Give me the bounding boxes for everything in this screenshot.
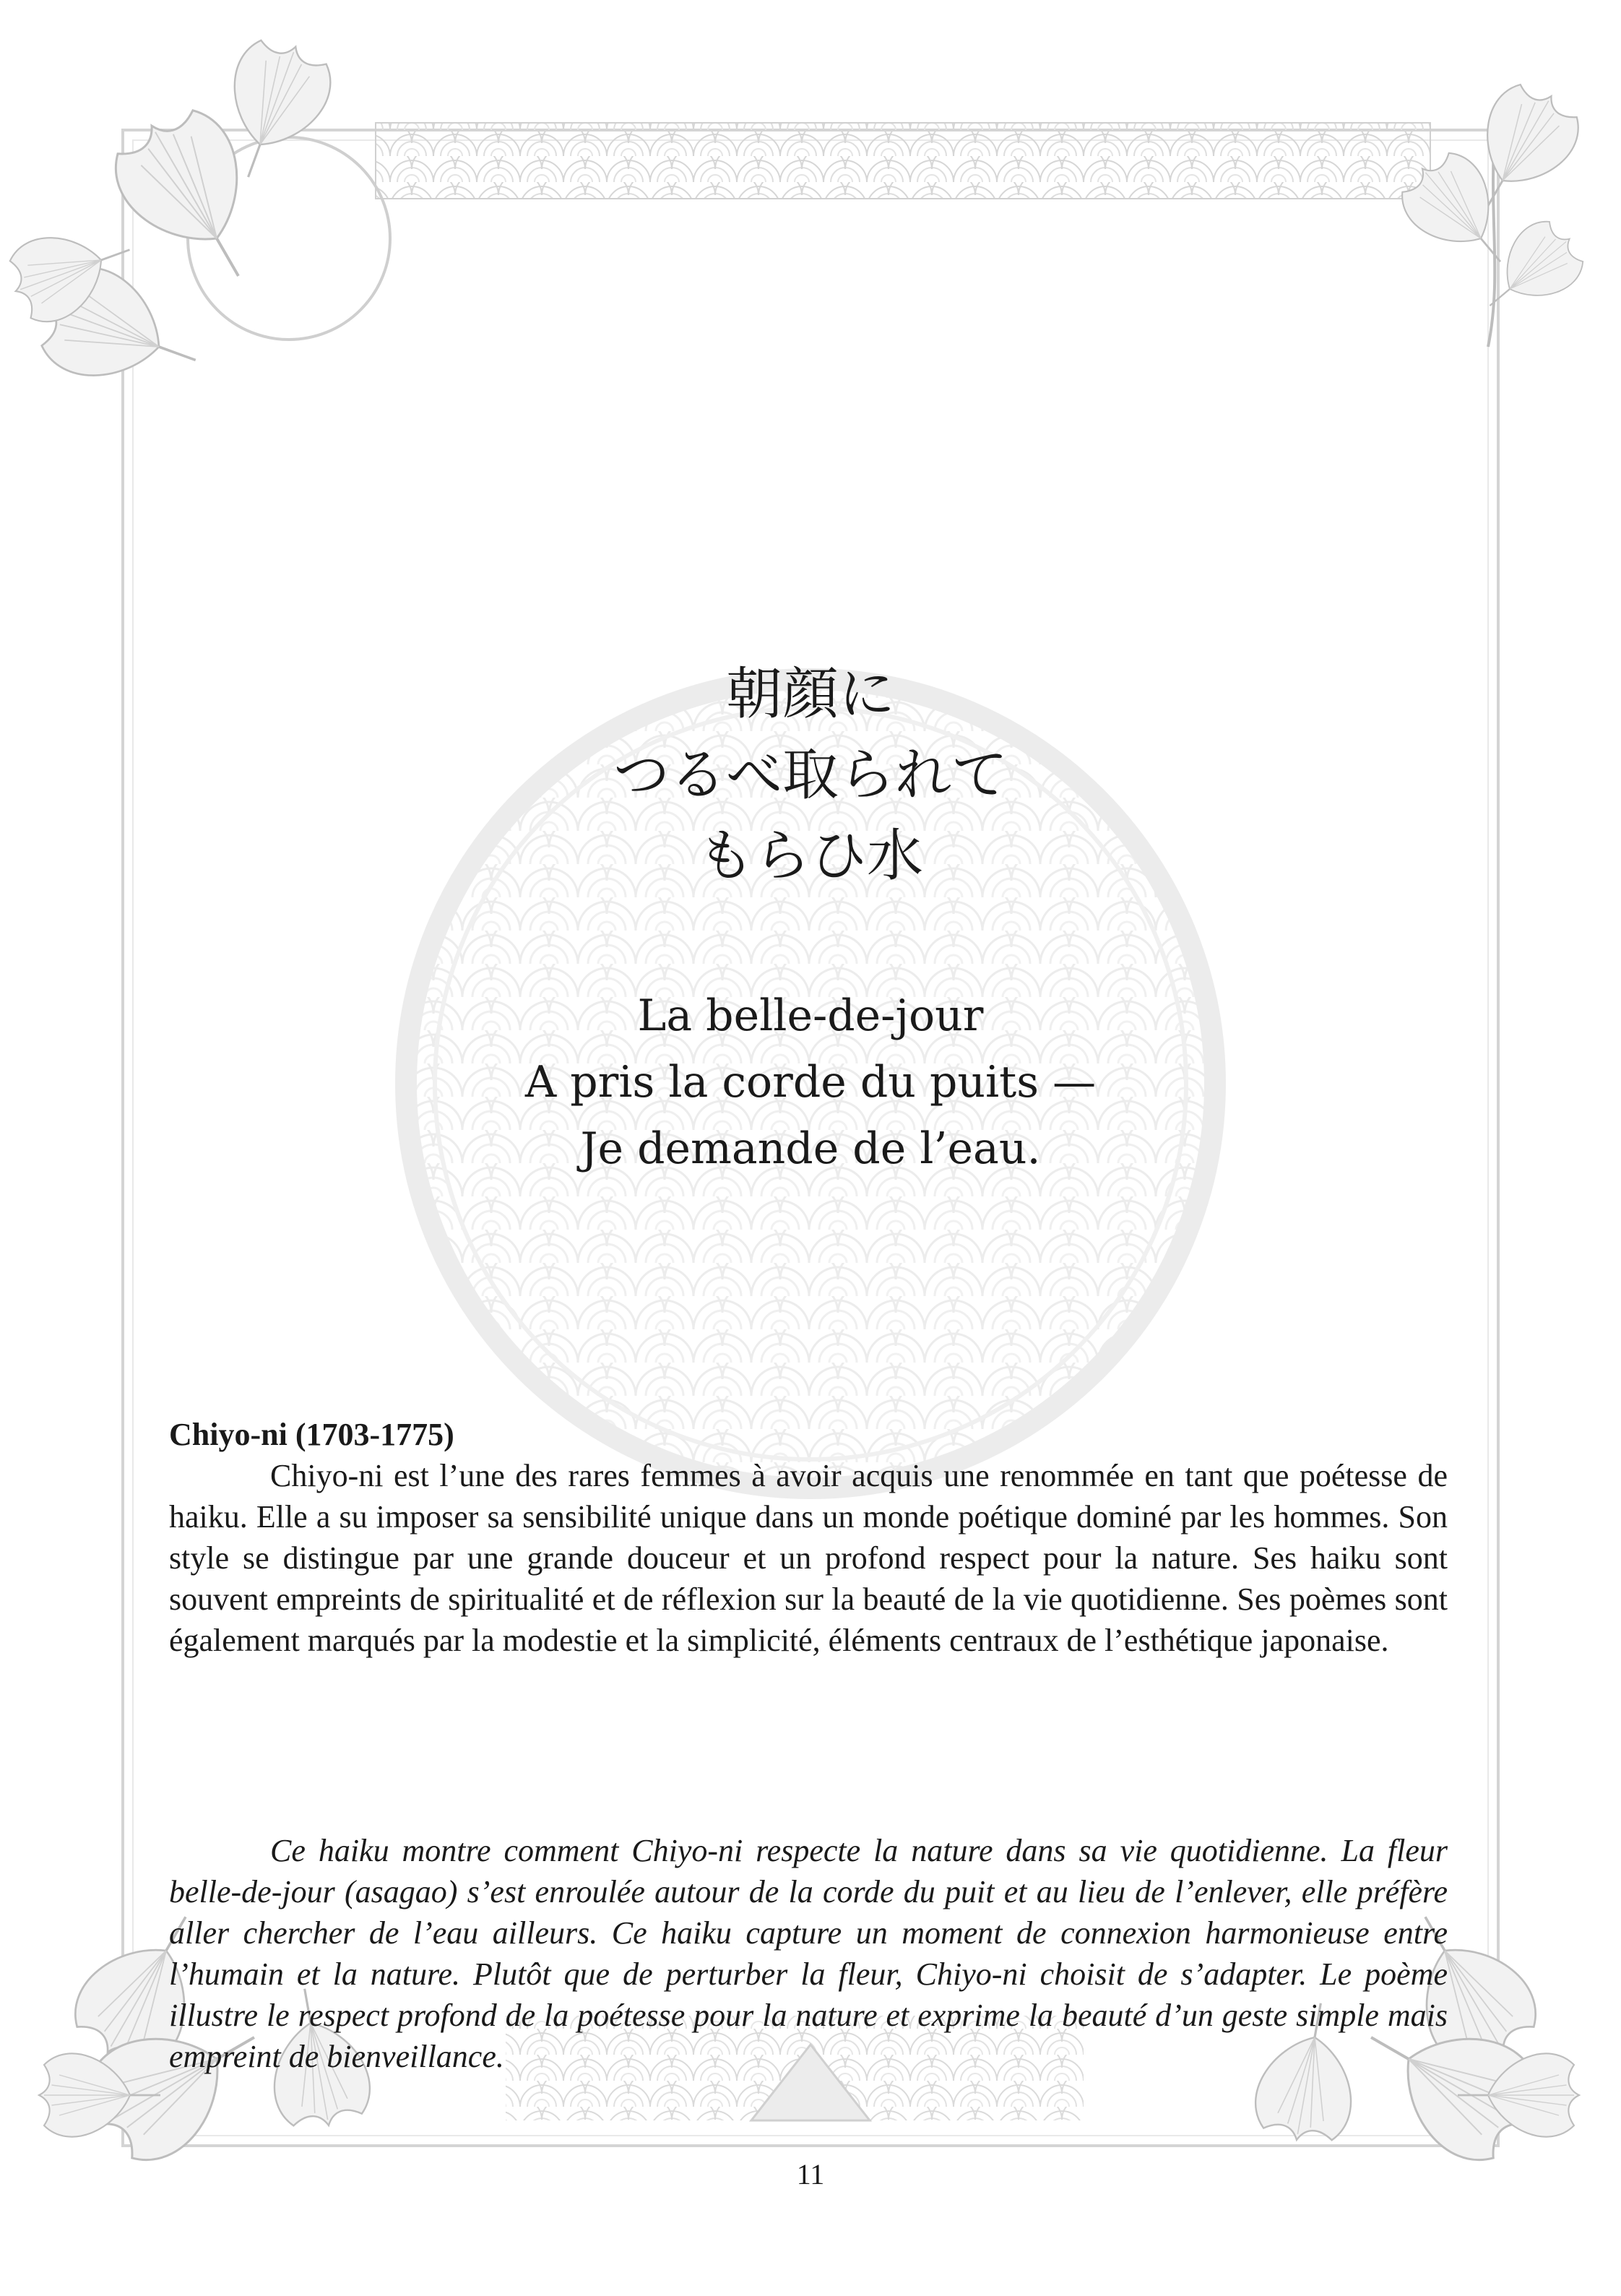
haiku-fr-line-3: Je demande de l’eau. xyxy=(580,1123,1041,1174)
haiku-jp-line-1: 朝顔に xyxy=(725,662,895,727)
biography-section xyxy=(169,1415,1448,1661)
biography-text: Chiyo-ni est l’une des rares femmes à avoir acquis une renommée en tant que poétesse de haiku. Elle a su imposer sa sensibilité unique dans un monde poétique dominé par les hommes. Son style se distingue par une grande douceur et un profond respect pour la nature. Ses haiku sont souvent empreints de spiritualité et de réflexion sur la beauté de la vie quotidienne. Ses poèmes sont également marqués par la modestie et la simplicité, éléments centraux de l’esthétique japonaise. xyxy=(169,1458,1448,1658)
haiku-fr-line-2: A pris la corde du puits — xyxy=(524,1057,1097,1108)
haiku-jp-line-2: つるべ取られて xyxy=(613,743,1008,808)
commentary-text: Ce haiku montre comment Chiyo-ni respecte la nature dans sa vie quotidienne. La fleur belle-de-jour (asagao) s’est enroulée autour de la corde du puit et au lieu de l’enlever, elle préfère aller chercher de l’eau ailleurs. Ce haiku capture un moment de connexion harmonieuse entre l’humain et la nature. Plutôt que de perturber la fleur, Chiyo-ni choisit de s’adapter. Le poème illustre le respect profond de la poétesse pour la nature et exprime la beauté d’un geste simple mais empreint de bienveillance. xyxy=(169,1833,1448,2074)
haiku-fr-line-1: La belle-de-jour xyxy=(637,991,984,1041)
haiku-japanese xyxy=(0,654,1621,897)
haiku-french xyxy=(0,983,1621,1182)
haiku-jp-line-3: もらひ水 xyxy=(697,824,923,889)
page-number: 11 xyxy=(796,2158,825,2191)
biography-title: Chiyo-ni (1703-1775) xyxy=(169,1417,454,1452)
